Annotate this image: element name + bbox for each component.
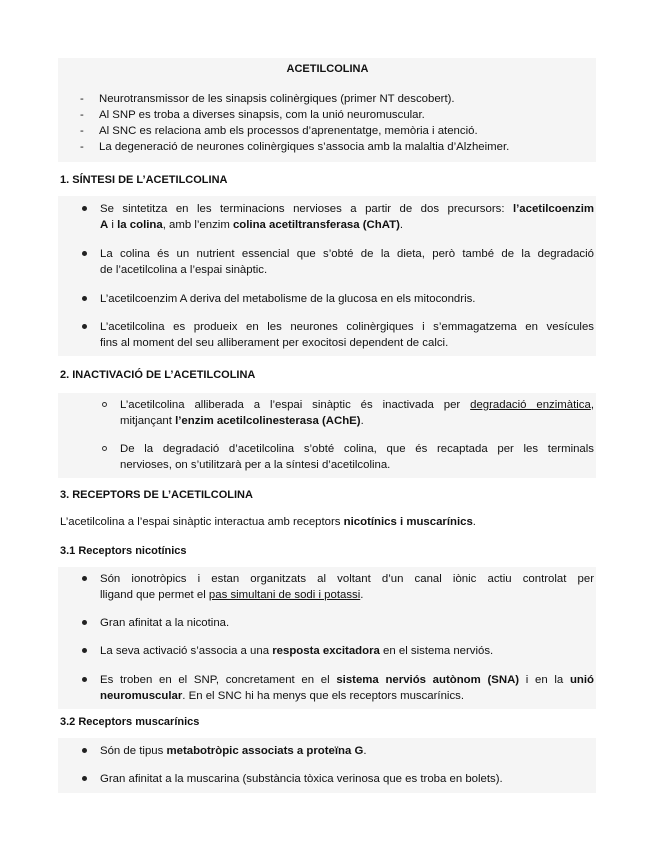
intro-item: Neurotransmissor de les sinapsis colinèrgiques (primer NT descobert). [99, 93, 455, 105]
list-dash: - [80, 141, 84, 153]
paragraph-line: La seva activació s’associa a una resposta excitadora en el sistema nerviós. [100, 645, 494, 657]
bullet [82, 576, 87, 581]
section-heading: 2. INACTIVACIÓ DE L’ACETILCOLINA [60, 369, 256, 381]
paragraph-line: Són ionotròpics i estan organitzats al voltant d’un canal iònic actiu controlat per [100, 573, 594, 585]
bullet [82, 324, 87, 329]
bullet [82, 776, 87, 781]
intro-item: Al SNC es relaciona amb els processos d’aprenentatge, memòria i atenció. [99, 125, 478, 137]
bullet [82, 296, 87, 301]
paragraph-line: A i la colina, amb l’enzim colina acetiltransferasa (ChAT). [100, 219, 404, 231]
intro-item: Al SNP es troba a diverses sinapsis, com la unió neuromuscular. [99, 109, 425, 121]
paragraph-line: nervioses, on s’utilitzarà per a la síntesi d’acetilcolina. [120, 459, 391, 471]
list-dash: - [80, 125, 84, 137]
bullet [82, 206, 87, 211]
document-title: ACETILCOLINA [286, 63, 369, 75]
bullet [82, 748, 87, 753]
paragraph-line: lligand que permet el pas simultani de sodi i potassi. [100, 589, 364, 601]
list-dash: - [80, 109, 84, 121]
paragraph-line: L’acetilcolina alliberada a l’espai sinàptic és inactivada per degradació enzimàtica, [120, 399, 594, 411]
bullet-hollow [102, 446, 107, 451]
paragraph-line: L’acetilcoenzim A deriva del metabolisme de la glucosa en els mitocondris. [100, 293, 476, 305]
paragraph-line: L’acetilcolina a l’espai sinàptic interactua amb receptors nicotínics i muscarínics. [60, 516, 476, 528]
paragraph-line: Són de tipus metabotròpic associats a proteïna G. [100, 745, 367, 757]
bullet [82, 620, 87, 625]
bullet [82, 251, 87, 256]
paragraph-line: mitjançant l’enzim acetilcolinesterasa (AChE). [120, 415, 364, 427]
intro-item: La degeneració de neurones colinèrgiques s’associa amb la malaltia d’Alzheimer. [99, 141, 510, 153]
paragraph-line: Es troben en el SNP, concretament en el sistema nerviós autònom (SNA) i en la unió [100, 674, 594, 686]
paragraph-line: La colina és un nutrient essencial que s’obté de la dieta, però també de la degradació [100, 248, 594, 260]
list-dash: - [80, 93, 84, 105]
bullet-hollow [102, 402, 107, 407]
paragraph-line: de l’acetilcolina a l’espai sinàptic. [100, 264, 268, 276]
subsection-heading: 3.1 Receptors nicotínics [60, 545, 187, 557]
paragraph-line: neuromuscular. En el SNC hi ha menys que els receptors muscarínics. [100, 690, 465, 702]
paragraph-line: L’acetilcolina es produeix en les neurones colinèrgiques i s’emmagatzema en vesícules [100, 321, 594, 333]
bullet [82, 648, 87, 653]
section-heading: 1. SÍNTESI DE L’ACETILCOLINA [60, 174, 228, 186]
paragraph-line: Se sintetitza en les terminacions nervioses a partir de dos precursors: l’acetilcoenzim [100, 203, 594, 215]
section-heading: 3. RECEPTORS DE L’ACETILCOLINA [60, 489, 253, 501]
paragraph-line: De la degradació d’acetilcolina s’obté colina, que és recaptada per les terminals [120, 443, 594, 455]
paragraph-line: fins al moment del seu alliberament per exocitosi dependent de calci. [100, 337, 449, 349]
bullet [82, 677, 87, 682]
subsection-heading: 3.2 Receptors muscarínics [60, 716, 200, 728]
paragraph-line: Gran afinitat a la muscarina (substància tòxica verinosa que es troba en bolets). [100, 773, 503, 785]
paragraph-line: Gran afinitat a la nicotina. [100, 617, 230, 629]
